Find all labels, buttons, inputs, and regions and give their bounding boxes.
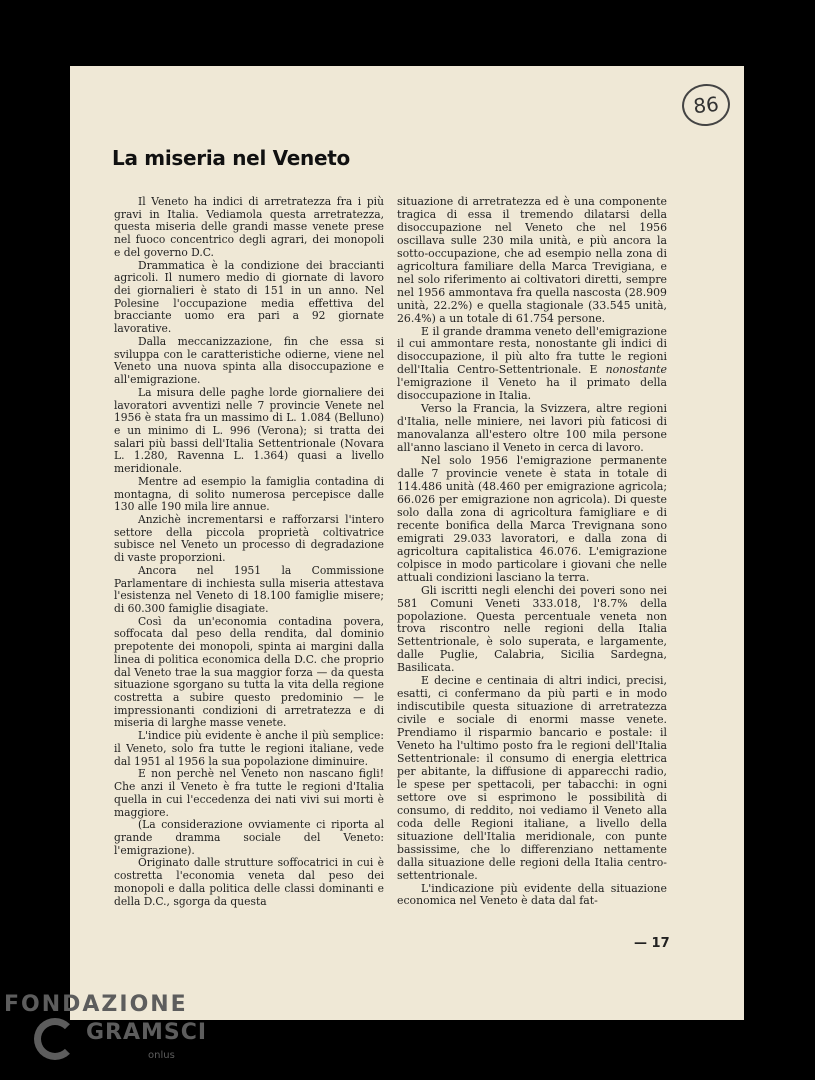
paragraph [397, 326, 667, 404]
gramsci-g-icon [34, 1018, 76, 1060]
paragraph-continued: situazione di arretratezza ed è una componente tragica di essa il tremendo dilatarsi della disoccupazione nel Veneto che nel 1956 oscillava sulle 230 mila unità, e più ancora la sotto-occupazione, che ad esempio nella zona di agricoltura familiare della Marca Trevigiana, e nel solo riferimento ai coltivatori diretti, sempre nel 1956 ammontava fra quella nascosta (28.909 unità, 22.2%) e quella stagionale (33.545 unità, 26.4%) a un totale di 61.754 persone. [397, 195, 667, 325]
paragraph: L'indicazione più evidente della situazione economica nel Veneto è data dal fat- [397, 881, 667, 908]
paragraph: La misura delle paghe lorde giornaliere dei lavoratori avventizi nelle 7 provincie Venete nel 1956 è stata fra un massimo di L. 1.084 (Belluno) e un minimo di L. 996 (Verona); si tratta dei salari più bassi dell'Italia Settentrionale (Novara L. 1.280, Ravenna L. 1.364) quasi a livello meridionale. [114, 385, 384, 476]
right-column [397, 196, 667, 908]
watermark-line1: FONDAZIONE [4, 992, 188, 1017]
paragraph: Così da un'economia contadina povera, soffocata dal peso della rendita, dal dominio prepotente dei monopoli, spinta ai margini dalla linea di politica economica della D.C. che proprio dal Veneto trae la sua maggior forza — da questa situazione sgorgano su tutta la vita della regione costretta a subire questo predominio — le impressionanti condizioni di arretratezza e di miseria di larghe masse venete. [114, 614, 384, 730]
paragraph: Originato dalle strutture soffocatrici in cui è costretta l'economia veneta dal peso dei monopoli e dalla politica delle classi dominanti e della D.C., sgorga da questa [114, 856, 384, 908]
watermark-line2: GRAMSCI [86, 1020, 208, 1045]
left-column [114, 196, 384, 908]
text-run: l'emigrazione il Veneto ha il primato della disoccupazione in Italia. [397, 376, 667, 403]
text-run: E il grande dramma veneto dell'emigrazione il cui ammontare resta, nonostante gli indici di disoccupazione, il più alto fra tutte le regioni dell'Italia Centro-Settentrionale. E [397, 324, 667, 377]
paragraph: E non perchè nel Veneto non nascano figli! Che anzi il Veneto è fra tutte le regioni d'Italia quella in cui l'eccedenza dei nati vivi sui morti è maggiore. [114, 767, 384, 819]
watermark-line3: onlus [148, 1050, 175, 1061]
footer-page-number: — 17 [634, 936, 670, 951]
paragraph: Il Veneto ha indici di arretratezza fra i più gravi in Italia. Vediamola questa arretratezza, questa miseria delle grandi masse venete prese nel fuoco concentrico degli agrari, dei monopoli e del governo D.C. [114, 195, 384, 259]
paragraph: Anzichè incrementarsi e rafforzarsi l'intero settore della piccola proprietà coltivatrice subisce nel Veneto un processo di degradazione di vaste proporzioni. [114, 512, 384, 565]
watermark-logo [0, 988, 208, 1080]
paragraph: L'indice più evidente è anche il più semplice: il Veneto, solo fra tutte le regioni italiane, vede dal 1951 al 1956 la sua popolazione diminuire. [114, 729, 384, 768]
paragraph: (La considerazione ovviamente ci riporta al grande dramma sociale del Veneto: l'emigrazione). [114, 818, 384, 857]
paragraph: E decine e centinaia di altri indici, precisi, esatti, ci confermano da più parti e in modo indiscutibile questa situazione di arretratezza civile e sociale di enormi masse venete. Prendiamo il risparmio bancario e postale: il Veneto ha l'ultimo posto fra le regioni dell'Italia Settentrionale: il consumo di energia elettrica per abitante, la diffusione di apparecchi radio, le spese per spettacoli, per tabacchi: in ogni settore ove si esprimono le possibilità di consumo, di reddito, noi vediamo il Veneto alla coda delle Regioni italiane, a livello della situazione dell'Italia meridionale, con punte bassissime, che lo differenziano nettamente dalla situazione delle regioni della Italia centro-settentrionale. [397, 674, 667, 882]
handwritten-page-number: 86 [680, 82, 732, 129]
paragraph: Gli iscritti negli elenchi dei poveri sono nei 581 Comuni Veneti 333.018, l'8.7% della popolazione. Questa percentuale veneta non trova riscontro nelle regioni della Italia Settentrionale, è solo superata, e largamente, dalle Puglie, Calabria, Sicilia Sardegna, Basilicata. [397, 583, 667, 675]
paragraph: Nel solo 1956 l'emigrazione permanente dalle 7 provincie venete è stata in totale di 114.486 unità (48.460 per emigrazione agricola; 66.026 per emigrazione non agricola). Di queste solo dalla zona di agricoltura famigliare e di recente bonifica della Marca Trevignana sono emigrati 29.033 lavoratori, e dalla zona di agricoltura capitalistica 46.076. L'emigrazione colpisce in modo particolare i giovani che nelle attuali condizioni lasciano la terra. [397, 454, 667, 584]
paragraph: Ancora nel 1951 la Commissione Parlamentare di inchiesta sulla miseria attestava l'esistenza nel Veneto di 18.100 famiglie misere; di 60.300 famiglie disagiate. [114, 563, 384, 615]
paragraph: Verso la Francia, la Svizzera, altre regioni d'Italia, nelle miniere, nei lavori più faticosi di manovalanza all'estero oltre 100 mila persone all'anno lasciano il Veneto in cerca di lavoro. [397, 402, 667, 455]
paragraph: Mentre ad esempio la famiglia contadina di montagna, di solito numerosa percepisce dalle 130 alle 190 mila lire annue. [114, 474, 384, 514]
paragraph: Drammatica è la condizione dei braccianti agricoli. Il numero medio di giornate di lavoro dei giornalieri è stato di 151 in un anno. Nel Polesine l'occupazione media effettiva del bracciante uomo era pari a 92 giornate lavorative. [114, 258, 384, 336]
article-title: La miseria nel Veneto [112, 146, 350, 170]
paragraph: Dalla meccanizzazione, fin che essa si sviluppa con le caratteristiche odierne, viene nel Veneto una nuova spinta alla disoccupazione e all'emigrazione. [114, 334, 384, 387]
italic-text: nonostante [605, 363, 667, 377]
